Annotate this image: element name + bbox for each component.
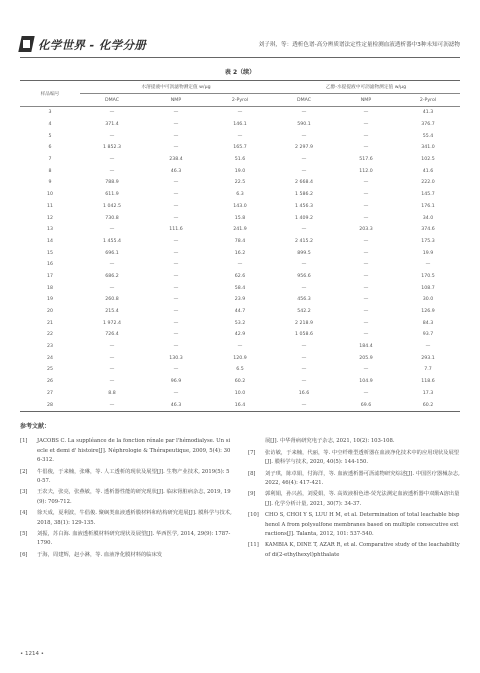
sub-header: NMP	[144, 94, 208, 107]
journal-logo-icon	[18, 36, 34, 52]
table-cell: —	[363, 145, 369, 151]
table-cell: 1 455.4	[103, 238, 121, 244]
table-cell: 120.9	[233, 355, 247, 361]
table-cell: —	[425, 344, 431, 350]
reference-item	[248, 541, 460, 560]
table-cell: 7.7	[424, 367, 432, 373]
table-cell: —	[80, 399, 144, 411]
table-cell: 956.6	[297, 273, 311, 279]
table-cell: —	[363, 122, 369, 128]
table-cell: 58.4	[234, 285, 246, 291]
table-cell: 8.8	[108, 390, 116, 396]
table-cell: —	[363, 250, 369, 256]
table-cell: —	[173, 285, 179, 291]
table-cell: —	[363, 133, 369, 139]
table-cell: —	[301, 168, 307, 174]
table-row	[20, 165, 460, 177]
reference-text: 张访敏，于来楠，代丽，等. 中空纤维型透析器在血液净化技术中的应用现状及展望[J]. 膜科学与技术, 2020, 40(5): 144-150.	[265, 449, 460, 466]
table-row	[20, 352, 460, 364]
table-cell: 126.9	[421, 309, 435, 315]
table-cell: —	[173, 390, 179, 396]
table-cell: 46.3	[170, 168, 182, 174]
table-cell: —	[173, 320, 179, 326]
sample-id-cell: 3	[48, 110, 52, 116]
table-cell: 15.8	[234, 215, 246, 221]
table-cell: 730.8	[105, 215, 119, 221]
sample-id-cell: 14	[47, 238, 53, 244]
reference-text: CHO S, CHOI Y S, LUU H M, et al. Determination of total leachable bisphenol A from polysulfone membranes based on multiple consecutive extractions[J]. Talanta, 2012, 101: 537-540.	[265, 512, 460, 538]
running-title: 刘子琪，等：透析色谱-高分辨质谱法定性定量检测血液透析器中3种未知可沥滤物	[258, 42, 460, 48]
table-cell: —	[363, 367, 369, 373]
sample-id-cell: 27	[47, 390, 53, 396]
sample-id-cell: 18	[47, 285, 53, 291]
table-cell: 376.7	[421, 122, 435, 128]
table-row	[20, 201, 460, 213]
table-cell: 16.2	[234, 250, 246, 256]
table-cell: —	[363, 110, 369, 116]
sample-id-cell: 25	[47, 367, 53, 373]
references-left-column	[20, 437, 232, 562]
table-cell: —	[301, 110, 307, 116]
table-cell: 130.3	[169, 355, 183, 361]
table-cell: 108.7	[421, 285, 435, 291]
table-row	[20, 317, 460, 329]
table-cell: 238.4	[169, 157, 183, 163]
table-cell: 899.5	[297, 250, 311, 256]
reference-item	[20, 509, 232, 528]
table-cell: 69.6	[336, 399, 396, 411]
table-row	[20, 212, 460, 224]
table-cell: 102.5	[421, 157, 435, 163]
table-cell: 93.7	[422, 332, 434, 338]
table-row	[20, 341, 460, 353]
reference-number: [9]	[248, 491, 256, 498]
table-cell: —	[363, 238, 369, 244]
table-cell: 41.6	[422, 168, 434, 174]
sub-header: 2-Pyrol	[396, 94, 460, 107]
table-row	[20, 154, 460, 166]
sample-id-cell: 22	[47, 332, 53, 338]
table-cell: 104.9	[359, 379, 373, 385]
table-cell: —	[301, 285, 307, 291]
table-cell: —	[109, 355, 115, 361]
table-cell: 241.9	[233, 227, 247, 233]
table-cell: 611.9	[105, 192, 119, 198]
table-cell: 203.3	[359, 227, 373, 233]
table-row	[20, 119, 460, 131]
table-cell: —	[363, 192, 369, 198]
table-cell: —	[363, 309, 369, 315]
table-row	[20, 388, 460, 400]
table-body	[20, 107, 460, 412]
table-cell: 96.9	[170, 379, 182, 385]
table-cell: 60.2	[396, 399, 460, 411]
sub-header: DMAC	[80, 94, 144, 107]
table-cell: —	[363, 203, 369, 209]
table-cell: —	[301, 344, 307, 350]
table-cell: —	[173, 215, 179, 221]
sample-id-cell: 28	[20, 399, 80, 411]
table-cell: 146.1	[233, 122, 247, 128]
reference-text: 刘振，苏白海. 血液透析膜材料研究现状及展望[J]. 华西医学, 2014, 29(9): 1787-1790.	[37, 531, 231, 547]
reference-number: [10]	[248, 512, 259, 519]
table-cell: —	[237, 133, 243, 139]
sample-id-cell: 26	[47, 379, 53, 385]
reference-number: [11]	[248, 542, 259, 549]
table-cell: 222.0	[421, 180, 435, 186]
reference-item	[248, 470, 460, 489]
table-cell: —	[109, 227, 115, 233]
table-cell: —	[301, 379, 307, 385]
table-cell: —	[173, 273, 179, 279]
reference-text: 展[J]. 中华肾病研究电子杂志, 2021, 10(2): 103-108.	[265, 438, 395, 445]
table-cell: 2 297.9	[295, 145, 313, 151]
table-cell: —	[363, 215, 369, 221]
table-cell: 2 415.2	[295, 238, 313, 244]
table-cell: 1 972.4	[103, 320, 121, 326]
header-rule	[20, 57, 460, 58]
sample-id-cell: 21	[47, 320, 53, 326]
table-cell: —	[301, 367, 307, 373]
table-cell: 696.1	[105, 250, 119, 256]
group-header-water: 水溶提液中可沥滤物测定值 w/μg	[80, 81, 272, 94]
reference-item	[20, 437, 232, 465]
table-cell: 590.1	[297, 122, 311, 128]
table-cell: 1 058.6	[295, 332, 313, 338]
table-cell: 44.7	[234, 309, 246, 315]
table-cell: 30.0	[422, 297, 434, 303]
table-cell: 374.6	[421, 227, 435, 233]
sub-header: 2-Pyrol	[208, 94, 272, 107]
sample-id-cell: 24	[47, 355, 53, 361]
table-cell: 6.5	[236, 367, 244, 373]
table-cell: 205.9	[359, 355, 373, 361]
table-cell: —	[363, 285, 369, 291]
table-cell: —	[363, 180, 369, 186]
table-cell: —	[173, 133, 179, 139]
table-row	[20, 282, 460, 294]
table-cell: —	[109, 285, 115, 291]
table-row	[20, 142, 460, 154]
table-cell: 293.1	[421, 355, 435, 361]
table-cell: —	[109, 379, 115, 385]
table-cell: —	[425, 262, 431, 268]
table-row	[20, 306, 460, 318]
table-row	[20, 236, 460, 248]
table-cell: —	[109, 367, 115, 373]
table-cell: 112.0	[359, 168, 373, 174]
reference-text: KAMBIA K, DINE T, AZAR R, et al. Comparative study of the leachability of di(2-ethylhexyl)phthalate	[265, 542, 460, 558]
page-number: • 1214 •	[20, 651, 44, 657]
table-cell: 55.4	[422, 133, 434, 139]
table-row	[20, 259, 460, 271]
table-cell: 19.9	[422, 250, 434, 256]
table-row	[20, 177, 460, 189]
sample-id-cell: 15	[47, 250, 53, 256]
data-table	[20, 80, 460, 412]
reference-number: [2]	[20, 468, 28, 475]
table-cell: —	[301, 262, 307, 268]
table-cell: —	[173, 238, 179, 244]
table-cell: 17.3	[422, 390, 434, 396]
table-cell: —	[363, 273, 369, 279]
reference-number: [7]	[248, 449, 256, 456]
table-cell: 22.5	[234, 180, 246, 186]
sample-id-cell: 9	[48, 180, 52, 186]
table-cell: 165.7	[233, 145, 247, 151]
table-cell: —	[109, 168, 115, 174]
table-cell: 517.6	[359, 157, 373, 163]
table-row	[20, 247, 460, 259]
table-cell: 456.3	[297, 297, 311, 303]
journal-logo-text: 化学世界 - 化学分册	[38, 38, 147, 52]
table-cell: —	[109, 262, 115, 268]
table-cell: —	[173, 145, 179, 151]
reference-item	[20, 530, 232, 549]
table-cell: 19.0	[234, 168, 246, 174]
table-cell: 84.3	[422, 320, 434, 326]
table-cell: —	[173, 262, 179, 268]
table-cell: 111.6	[169, 227, 183, 233]
table-cell: 2 218.9	[295, 320, 313, 326]
reference-item	[248, 490, 460, 509]
reference-number	[248, 437, 265, 446]
references-right-column	[248, 437, 460, 562]
reference-item	[20, 551, 232, 560]
table-cell: —	[173, 122, 179, 128]
sample-id-cell: 17	[47, 273, 53, 279]
table-cell: 23.9	[234, 297, 246, 303]
page-header	[20, 36, 460, 58]
table-cell: 143.0	[233, 203, 247, 209]
table-cell: —	[363, 262, 369, 268]
table-cell: —	[363, 332, 369, 338]
table-cell: —	[173, 297, 179, 303]
table-cell: 1 852.3	[103, 145, 121, 151]
sample-id-cell: 16	[47, 262, 53, 268]
sample-id-cell: 4	[48, 122, 52, 128]
table-cell: 726.4	[105, 332, 119, 338]
reference-number: [8]	[248, 470, 256, 477]
table-cell: —	[109, 344, 115, 350]
reference-item	[248, 511, 460, 539]
table-cell: —	[237, 344, 243, 350]
table-cell: 16.6	[298, 390, 310, 396]
reference-item	[20, 488, 232, 507]
sample-id-cell: 19	[47, 297, 53, 303]
sample-id-cell: 13	[47, 227, 53, 233]
table-cell: —	[237, 110, 243, 116]
table-cell: 788.9	[105, 180, 119, 186]
sample-id-cell: 7	[48, 157, 52, 163]
table-cell: 542.2	[297, 309, 311, 315]
references-title: 参考文献：	[20, 423, 51, 430]
table-cell: —	[173, 250, 179, 256]
table-cell: —	[272, 399, 336, 411]
table-cell: —	[301, 227, 307, 233]
table-cell: 53.2	[234, 320, 246, 326]
table-cell: 1 042.5	[103, 203, 121, 209]
table-cell: 46.3	[144, 399, 208, 411]
table-cell: —	[173, 110, 179, 116]
table-row	[20, 189, 460, 201]
table-cell: —	[363, 320, 369, 326]
reference-text: 徐天成，夏利波，牛倡俊. 聚砜类血液透析膜材料和结构研究进展[J]. 膜科学与技术, 2018, 38(1): 129-135.	[37, 510, 232, 526]
table-cell: 1 456.3	[295, 203, 313, 209]
group-header-ethanol: 乙醇-水提提液中可沥滤物测定值 w/μg	[272, 81, 460, 94]
table-cell: —	[173, 203, 179, 209]
table-row	[20, 107, 460, 119]
table-row	[20, 271, 460, 283]
table-caption: 表 2（续）	[224, 69, 256, 76]
table-cell: 118.6	[421, 379, 435, 385]
sample-id-cell: 10	[47, 192, 53, 198]
table-cell: —	[109, 110, 115, 116]
table-cell: 62.6	[234, 273, 246, 279]
table-cell: —	[173, 367, 179, 373]
table-cell: —	[109, 157, 115, 163]
table-cell: 51.6	[234, 157, 246, 163]
table-cell: 341.0	[421, 145, 435, 151]
table-cell: 176.1	[421, 203, 435, 209]
table-cell: 78.4	[234, 238, 246, 244]
table-cell: —	[237, 262, 243, 268]
references-section	[20, 422, 460, 562]
reference-text: 刘子琪，陈卓娟，付海洋，等. 血液透析器可沥滤物研究综述[J]. 中国医疗器械杂志, 2022, 46(4): 417-421.	[265, 470, 460, 487]
table-cell: 16.4	[208, 399, 272, 411]
reference-text: 牛倡俊，于来楠，张琳，等. 人工透析的现状及展望[J]. 生物产业技术, 2019(5): 50-57.	[37, 468, 230, 485]
sample-id-cell: 5	[48, 133, 52, 139]
table-cell: —	[363, 390, 369, 396]
table-cell: —	[301, 157, 307, 163]
reference-item	[248, 437, 460, 446]
sample-id-cell: 8	[48, 168, 52, 174]
table-cell: —	[109, 133, 115, 139]
table-row	[20, 224, 460, 236]
sample-id-cell: 11	[47, 203, 53, 209]
reference-number: [1]	[20, 438, 28, 445]
table-cell: 2 668.4	[295, 180, 313, 186]
reference-text: 王农夫，张亮，张燕敏，等. 透析器性能的研究现状[J]. 临床肾脏病杂志, 2019, 19(9): 709-712.	[37, 489, 231, 505]
reference-number: [6]	[20, 551, 28, 558]
sub-header: NMP	[336, 94, 396, 107]
table-cell: 60.2	[234, 379, 246, 385]
table-row	[20, 294, 460, 306]
table-cell: 42.9	[234, 332, 246, 338]
table-cell: —	[173, 192, 179, 198]
reference-text: 郭利娟，孙兴茜，刘爱娟，等. 高效液相色谱-荧光法测定血液透析器中双酚A溶出量[J]. 化学分析计量, 2021, 30(7): 34-37.	[265, 491, 460, 507]
table-cell: 1 409.2	[295, 215, 313, 221]
reference-item	[20, 468, 232, 487]
table-row	[20, 364, 460, 376]
table-cell: 145.7	[421, 192, 435, 198]
table-cell: —	[173, 309, 179, 315]
reference-text: 于海，周建辉，赵小淋，等. 血液净化膜材料的临床发	[37, 551, 163, 558]
table-cell: 260.8	[105, 297, 119, 303]
table-row	[20, 399, 460, 411]
table-cell: 10.0	[234, 390, 246, 396]
table-cell: 215.4	[105, 309, 119, 315]
table-cell: 686.2	[105, 273, 119, 279]
sample-id-cell: 20	[47, 309, 53, 315]
table-cell: 371.4	[105, 122, 119, 128]
table-row	[20, 329, 460, 341]
table-cell: 175.3	[421, 238, 435, 244]
reference-item	[248, 449, 460, 468]
table-cell: 184.4	[359, 344, 373, 350]
table-cell: 41.3	[422, 110, 434, 116]
sample-id-cell: 6	[48, 145, 52, 151]
table-cell: —	[301, 133, 307, 139]
sample-id-cell: 23	[47, 344, 53, 350]
reference-number: [3]	[20, 489, 28, 496]
sample-header: 样品编号	[20, 81, 80, 107]
reference-text: JACOBS C. La suppléance de la fonction rénale par l'hémodialyse. Un siecle et demi d' histoire[J]. Néphrologie & Thérapeutique, 2009, 5(4): 306-312.	[37, 438, 231, 464]
sample-id-cell: 12	[47, 215, 53, 221]
table-cell: —	[173, 344, 179, 350]
table-cell: —	[173, 332, 179, 338]
reference-number: [5]	[20, 531, 28, 538]
table-row	[20, 130, 460, 142]
table-cell: —	[301, 355, 307, 361]
table-cell: 6.3	[236, 192, 244, 198]
reference-number: [4]	[20, 510, 28, 517]
table-cell: 170.5	[421, 273, 435, 279]
table-row	[20, 376, 460, 388]
table-cell: —	[363, 297, 369, 303]
table-cell: 34.0	[422, 215, 434, 221]
table-cell: 1 586.2	[295, 192, 313, 198]
table-cell: —	[173, 180, 179, 186]
sub-header: DMAC	[272, 94, 336, 107]
